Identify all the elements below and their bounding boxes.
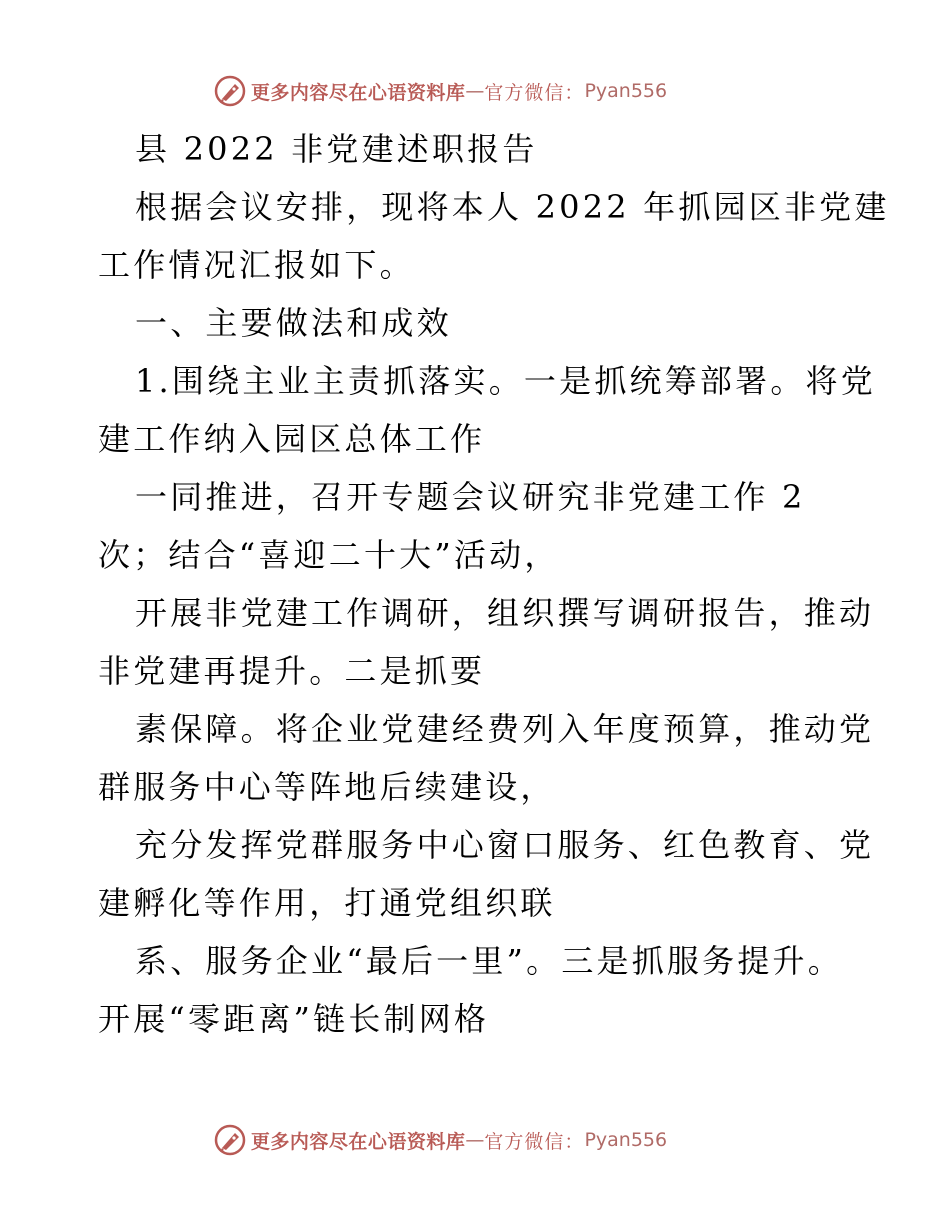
paragraph-line: 一同推进，召开专题会议研究非党建工作 2 bbox=[135, 478, 806, 516]
paragraph-line: 1.围绕主业主责抓落实。一是抓统筹部署。将党 bbox=[135, 362, 876, 400]
watermark-wechat-label: 官方微信： bbox=[484, 81, 585, 104]
footer-watermark bbox=[0, 1120, 950, 1160]
watermark-text: 更多内容尽在心语资料库 bbox=[250, 81, 466, 104]
watermark-separator: — bbox=[465, 80, 485, 102]
header-watermark bbox=[0, 71, 950, 111]
section-heading: 一、主要做法和成效 bbox=[135, 304, 452, 342]
document-body bbox=[98, 120, 890, 1048]
paragraph-line: 工作情况汇报如下。 bbox=[98, 246, 415, 284]
watermark-wechat-label: 官方微信： bbox=[484, 1130, 585, 1153]
document-title: 县 2022 非党建述职报告 bbox=[135, 130, 538, 168]
paragraph-line: 开展非党建工作调研，组织撰写调研报告，推动 bbox=[135, 594, 875, 632]
paragraph-line: 充分发挥党群服务中心窗口服务、红色教育、党 bbox=[135, 826, 875, 864]
paragraph-line: 根据会议安排，现将本人 2022 年抓园区非党建 bbox=[135, 188, 890, 226]
paragraph-line: 次；结合“喜迎二十大”活动， bbox=[98, 536, 560, 574]
pen-nib-logo-icon bbox=[213, 1123, 247, 1157]
watermark-text: 更多内容尽在心语资料库 bbox=[250, 1130, 466, 1153]
paragraph-line: 建工作纳入园区总体工作 bbox=[98, 420, 486, 458]
watermark-wechat-id: Pyan556 bbox=[584, 80, 668, 102]
paragraph-line: 非党建再提升。二是抓要 bbox=[98, 652, 486, 690]
paragraph-line: 建孵化等作用，打通党组织联 bbox=[98, 884, 556, 922]
paragraph-line: 群服务中心等阵地后续建设， bbox=[98, 768, 556, 806]
watermark-wechat-id: Pyan556 bbox=[584, 1129, 668, 1151]
paragraph-line: 素保障。将企业党建经费列入年度预算，推动党 bbox=[135, 710, 875, 748]
paragraph-line: 开展“零距离”链长制网格 bbox=[98, 1000, 490, 1038]
watermark-separator: — bbox=[465, 1129, 485, 1151]
pen-nib-logo-icon bbox=[213, 74, 247, 108]
paragraph-line: 系、服务企业“最后一里”。三是抓服务提升。 bbox=[135, 942, 843, 980]
